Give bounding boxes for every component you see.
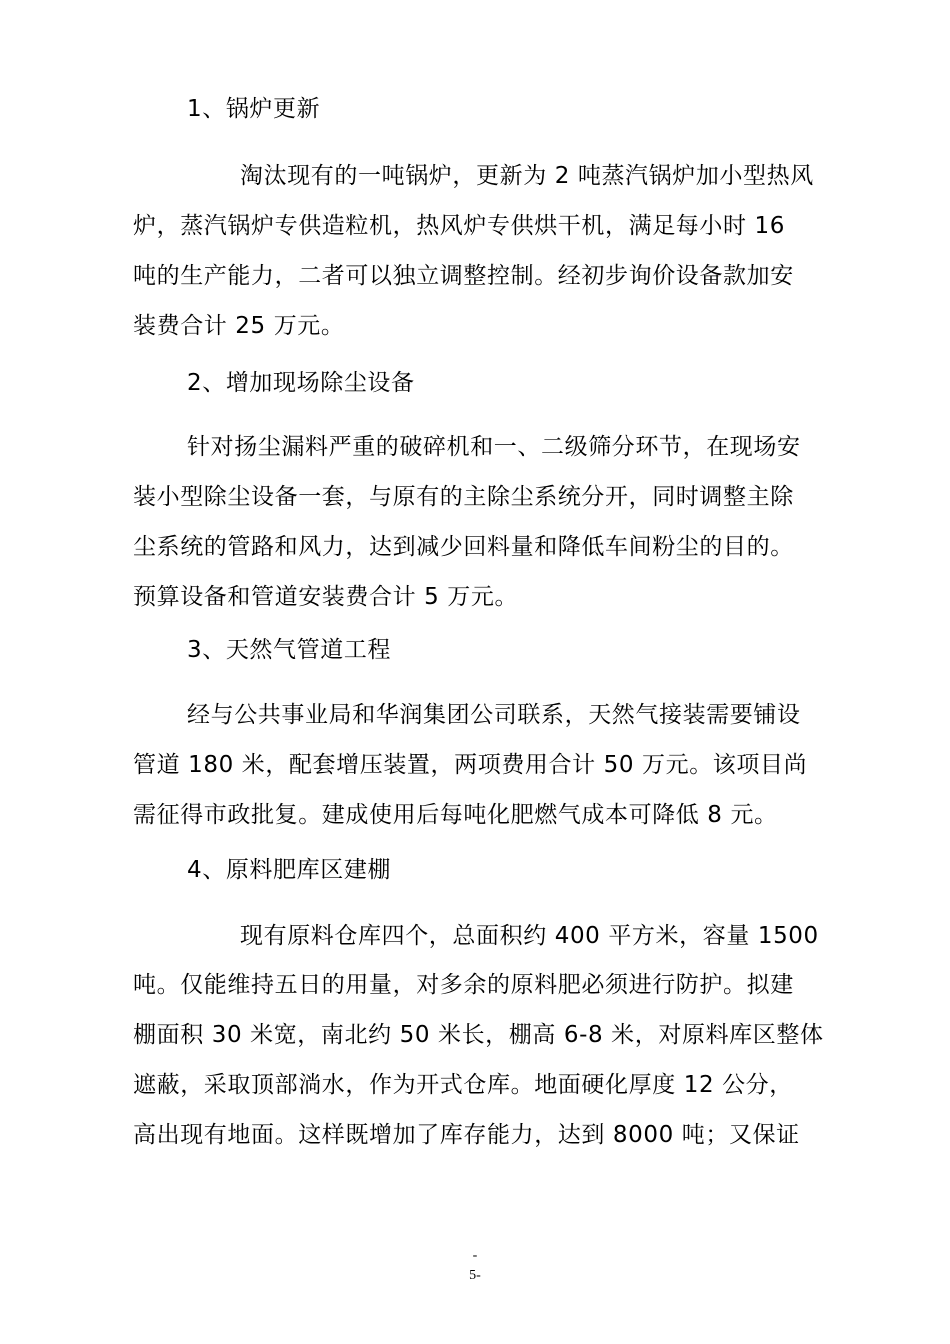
section-3-line-1: 经与公共事业局和华润集团公司联系，天然气接装需要铺设 xyxy=(187,702,801,728)
section-4-line-1: 现有原料仓库四个，总面积约 400 平方米，容量 1500 xyxy=(240,923,819,949)
section-1-line-2: 炉，蒸汽锅炉专供造粒机，热风炉专供烘干机，满足每小时 16 xyxy=(133,213,785,239)
section-3-line-3: 需征得市政批复。建成使用后每吨化肥燃气成本可降低 8 元。 xyxy=(133,802,778,828)
footer-dash: - xyxy=(472,1248,478,1263)
page-number: 5- xyxy=(469,1268,481,1283)
section-2-heading: 2、增加现场除尘设备 xyxy=(187,370,415,396)
section-2-line-4: 预算设备和管道安装费合计 5 万元。 xyxy=(133,584,519,610)
section-1-heading: 1、锅炉更新 xyxy=(187,96,321,122)
section-4-line-5: 高出现有地面。这样既增加了库存能力，达到 8000 吨；又保证 xyxy=(133,1122,800,1148)
section-3-heading: 3、天然气管道工程 xyxy=(187,637,392,663)
section-4-heading: 4、原料肥库区建棚 xyxy=(187,857,392,883)
section-4-line-3: 棚面积 30 米宽，南北约 50 米长，棚高 6-8 米，对原料库区整体 xyxy=(133,1022,824,1048)
section-2-line-1: 针对扬尘漏料严重的破碎机和一、二级筛分环节，在现场安 xyxy=(187,434,801,460)
section-1-line-4: 装费合计 25 万元。 xyxy=(133,313,345,339)
section-1-line-3: 吨的生产能力，二者可以独立调整控制。经初步询价设备款加安 xyxy=(133,263,794,289)
section-4-line-4: 遮蔽，采取顶部淌水，作为开式仓库。地面硬化厚度 12 公分， xyxy=(133,1072,793,1098)
section-2-line-2: 装小型除尘设备一套，与原有的主除尘系统分开，同时调整主除 xyxy=(133,484,794,510)
section-4-line-2: 吨。仅能维持五日的用量，对多余的原料肥必须进行防护。拟建 xyxy=(133,972,794,998)
section-1-line-1: 淘汰现有的一吨锅炉，更新为 2 吨蒸汽锅炉加小型热风 xyxy=(240,163,814,189)
section-2-line-3: 尘系统的管路和风力，达到减少回料量和降低车间粉尘的目的。 xyxy=(133,534,794,560)
section-3-line-2: 管道 180 米，配套增压装置，两项费用合计 50 万元。该项目尚 xyxy=(133,752,808,778)
